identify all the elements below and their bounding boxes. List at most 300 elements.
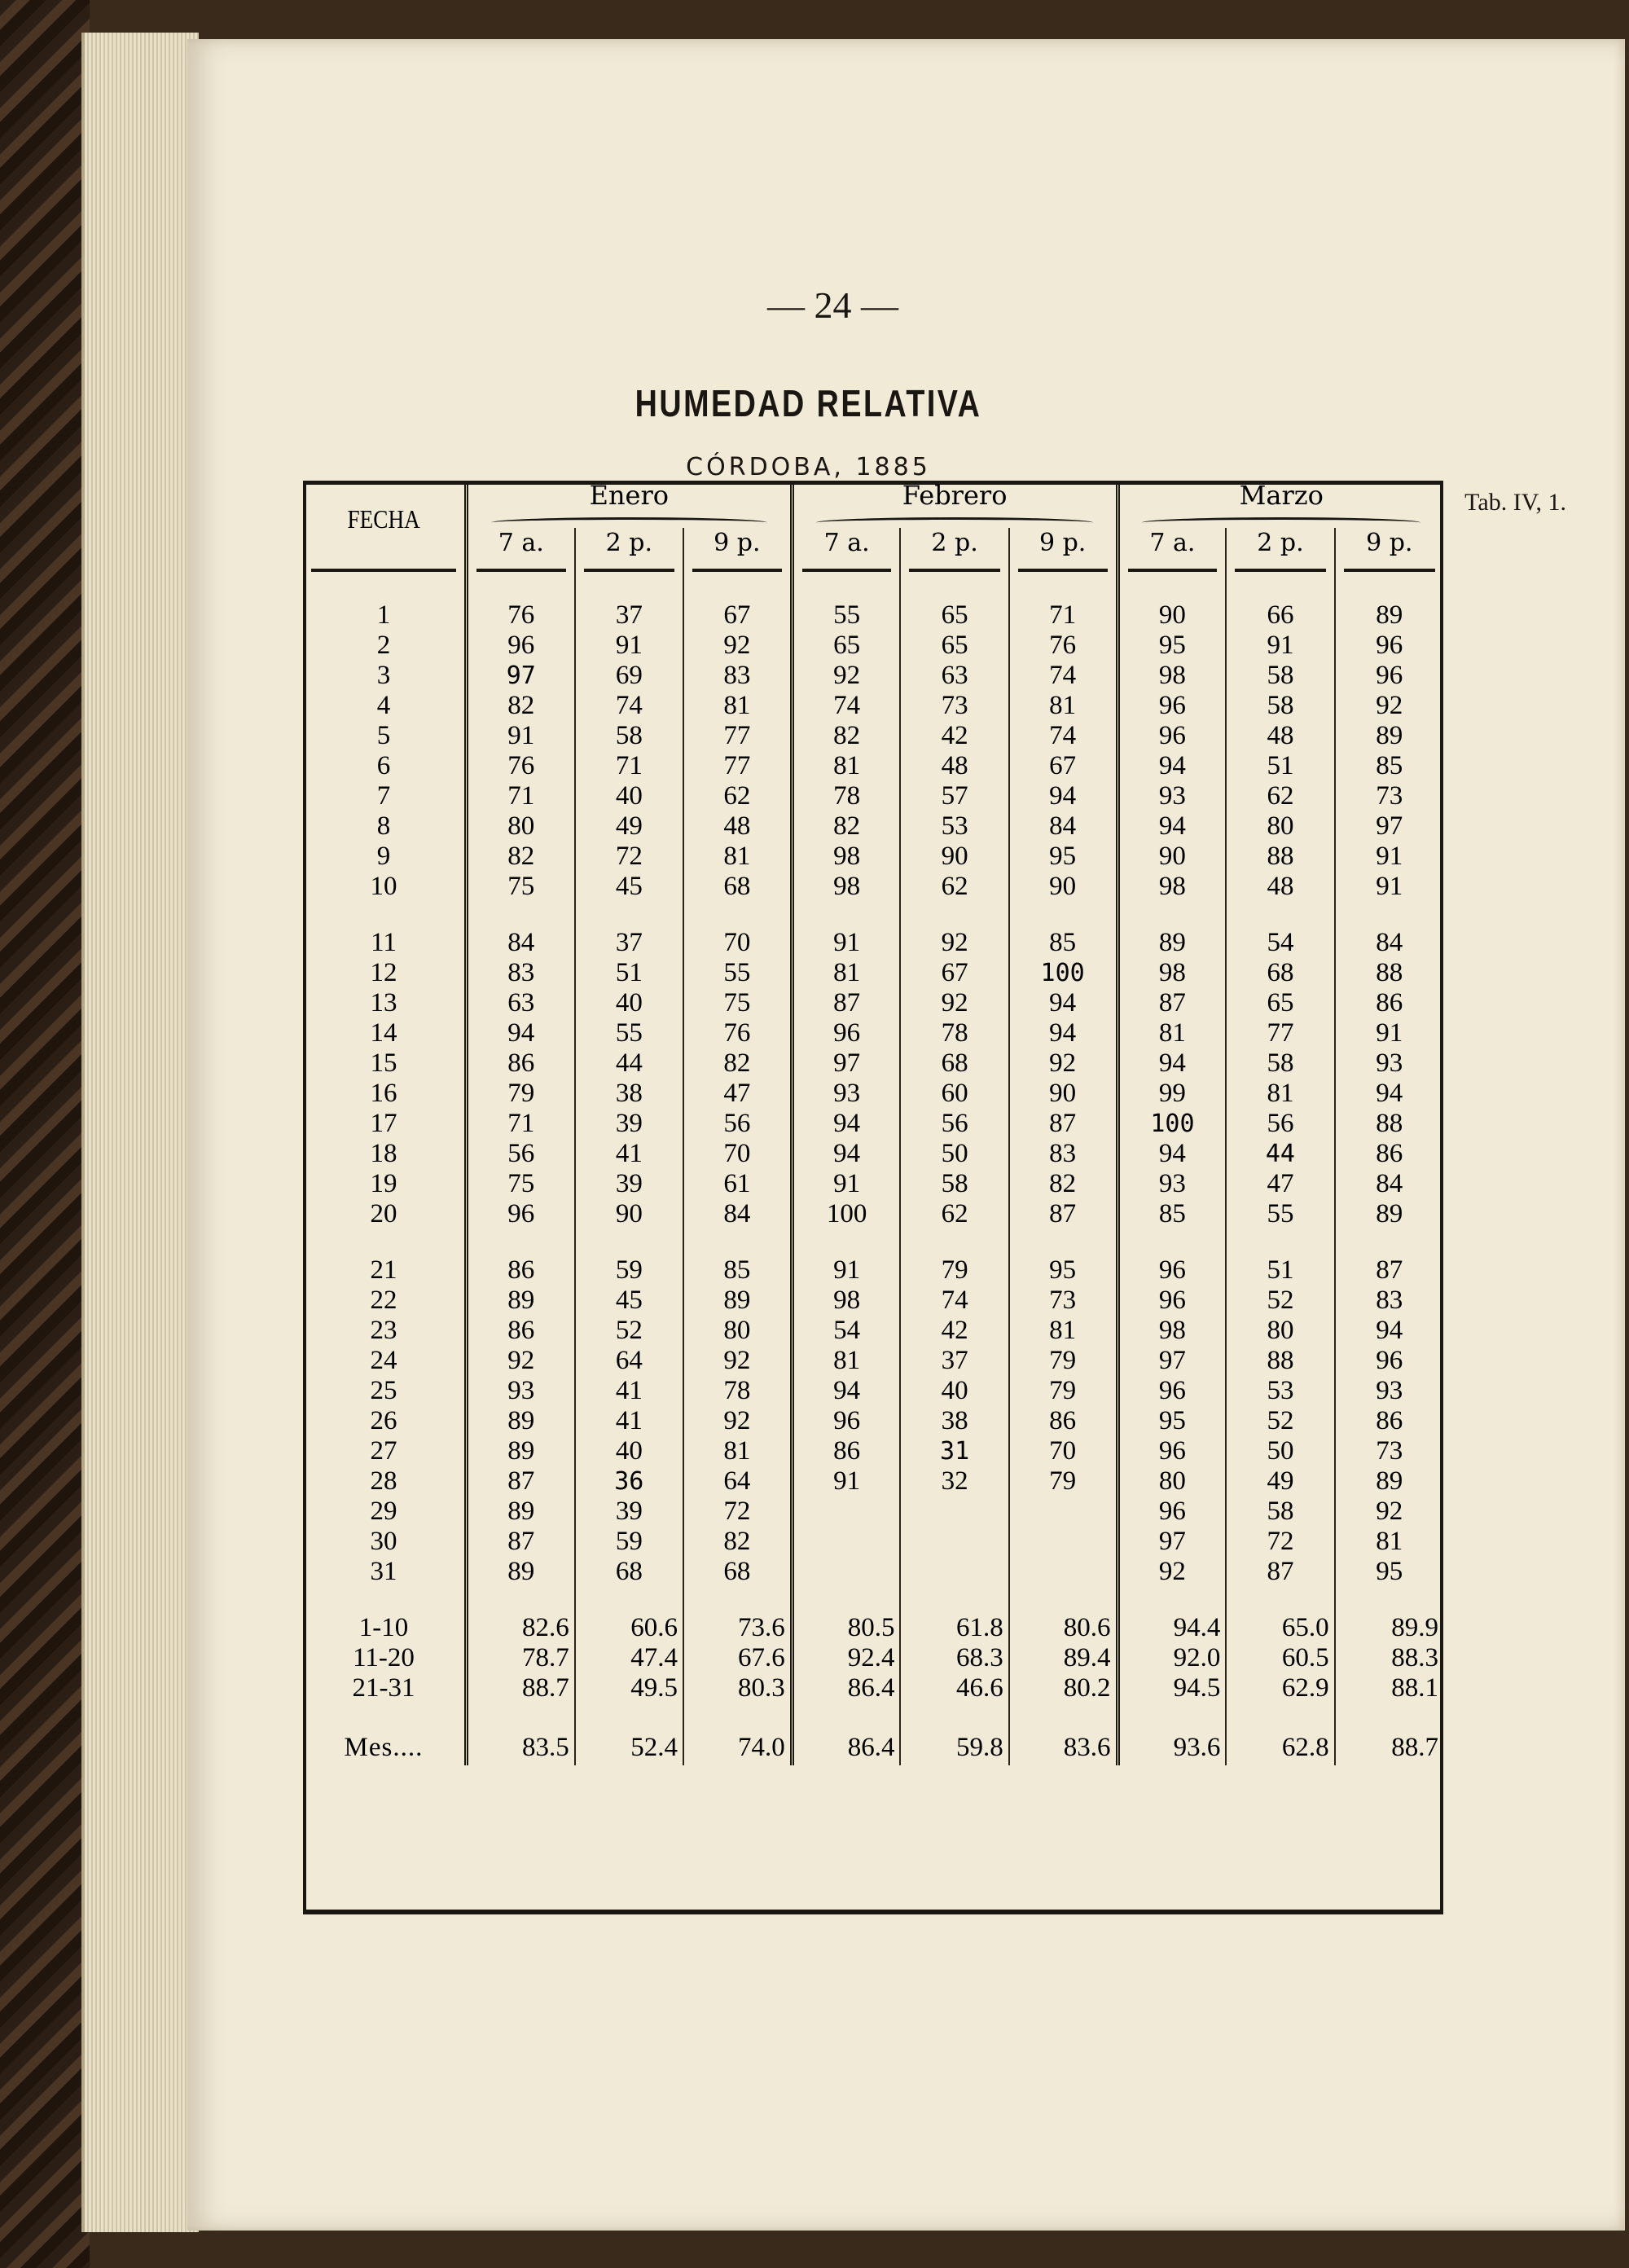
- date-cell: 11-20: [353, 1643, 415, 1672]
- value-cell: 81: [683, 842, 792, 872]
- value-cell: 89: [1335, 721, 1443, 751]
- value-cell: 86: [1335, 1406, 1443, 1436]
- value-cell: 63: [900, 661, 1008, 691]
- table-reference: Tab. IV, 1.: [1464, 489, 1566, 516]
- spacer-cell: [466, 1229, 574, 1255]
- date-cell: 22: [370, 1286, 397, 1315]
- value-cell: 95: [1009, 842, 1117, 872]
- value-cell: 76: [1009, 631, 1117, 661]
- value-cell: 38: [575, 1079, 683, 1109]
- value-cell: 94: [466, 1018, 574, 1048]
- value-cell: 92: [683, 631, 792, 661]
- spacer-cell: [1117, 1587, 1226, 1613]
- value-cell: 44: [1226, 1139, 1334, 1169]
- value-cell: 82: [466, 842, 574, 872]
- spacer-cell: [792, 558, 900, 576]
- value-cell: 87: [792, 988, 900, 1018]
- spacer-cell: [792, 576, 900, 600]
- spacer-cell: [900, 1587, 1008, 1613]
- value-cell: 93: [1117, 781, 1226, 811]
- value-cell: 96: [466, 631, 574, 661]
- value-cell: 96: [1117, 1497, 1226, 1527]
- value-cell: 73: [900, 691, 1008, 721]
- value-cell: 85: [683, 1255, 792, 1286]
- date-cell: 10: [370, 872, 397, 901]
- value-cell: [792, 1497, 900, 1527]
- value-cell: 90: [1117, 600, 1226, 631]
- value-cell: 66: [1226, 600, 1334, 631]
- value-cell: 92: [683, 1346, 792, 1376]
- table-row: [303, 842, 1443, 872]
- value-cell: 94: [792, 1139, 900, 1169]
- spacer-cell: [303, 902, 466, 928]
- value-cell: 81: [1335, 1527, 1443, 1557]
- spacer-row: [303, 576, 1443, 600]
- table-row: [303, 1169, 1443, 1199]
- value-cell: 72: [1226, 1527, 1334, 1557]
- value-cell: 83.6: [1009, 1730, 1117, 1765]
- value-cell: 96: [792, 1018, 900, 1048]
- value-cell: 94.4: [1117, 1613, 1226, 1643]
- table-row: [303, 1109, 1443, 1139]
- value-cell: 97: [466, 661, 574, 691]
- summary-row: [303, 1673, 1443, 1703]
- month-label: Enero: [589, 480, 670, 511]
- value-cell: 86: [466, 1255, 574, 1286]
- value-cell: 93: [1335, 1048, 1443, 1079]
- value-cell: 80.3: [683, 1673, 792, 1703]
- value-cell: 89: [466, 1497, 574, 1527]
- spacer-cell: [900, 576, 1008, 600]
- value-cell: [1009, 1557, 1117, 1587]
- date-cell: 2: [376, 631, 391, 660]
- value-cell: 55: [683, 958, 792, 988]
- date-cell: 6: [376, 751, 391, 780]
- value-cell: 68: [575, 1557, 683, 1587]
- value-cell: 89: [1335, 600, 1443, 631]
- spacer-cell: [466, 558, 574, 576]
- spacer-cell: [1226, 902, 1334, 928]
- value-cell: 88.1: [1335, 1673, 1443, 1703]
- value-cell: 96: [1117, 1255, 1226, 1286]
- spacer-cell: [1117, 558, 1226, 576]
- value-cell: 68: [900, 1048, 1008, 1079]
- date-cell: 28: [370, 1466, 397, 1496]
- value-cell: 83: [466, 958, 574, 988]
- table-row: [303, 751, 1443, 781]
- page-title: HUMEDAD RELATIVA: [634, 382, 982, 424]
- value-cell: 92: [466, 1346, 574, 1376]
- value-cell: 61.8: [900, 1613, 1008, 1643]
- date-cell: 21: [370, 1255, 397, 1285]
- table-row: [303, 1139, 1443, 1169]
- value-cell: 74: [900, 1286, 1008, 1316]
- value-cell: 88: [1335, 958, 1443, 988]
- value-cell: 89: [466, 1286, 574, 1316]
- date-cell: 11: [371, 928, 397, 957]
- date-cell: 24: [370, 1346, 397, 1375]
- date-cell: 1: [376, 600, 391, 630]
- value-cell: 68: [1226, 958, 1334, 988]
- month-label: Marzo: [1239, 480, 1324, 511]
- value-cell: 95: [1335, 1557, 1443, 1587]
- value-cell: 80.5: [792, 1613, 900, 1643]
- value-cell: 60: [900, 1079, 1008, 1109]
- value-cell: 49: [575, 811, 683, 842]
- date-cell: 21-31: [352, 1673, 415, 1703]
- value-cell: [792, 1527, 900, 1557]
- hour-header: 2 p.: [1226, 528, 1334, 558]
- spacer-cell: [575, 902, 683, 928]
- value-cell: [1009, 1497, 1117, 1527]
- value-cell: 86.4: [792, 1673, 900, 1703]
- value-cell: 59.8: [900, 1730, 1008, 1765]
- value-cell: 79: [1009, 1346, 1117, 1376]
- spacer-cell: [303, 1587, 466, 1613]
- table-row: [303, 1376, 1443, 1406]
- value-cell: 93: [792, 1079, 900, 1109]
- table-row: [303, 1286, 1443, 1316]
- value-cell: [900, 1497, 1008, 1527]
- value-cell: 83: [1335, 1286, 1443, 1316]
- value-cell: 41: [575, 1139, 683, 1169]
- value-cell: 60.6: [575, 1613, 683, 1643]
- table-row: [303, 661, 1443, 691]
- value-cell: 65: [900, 600, 1008, 631]
- value-cell: 52: [1226, 1286, 1334, 1316]
- value-cell: 92.0: [1117, 1643, 1226, 1673]
- value-cell: 62.8: [1226, 1730, 1334, 1765]
- value-cell: 80.2: [1009, 1673, 1117, 1703]
- value-cell: 40: [900, 1376, 1008, 1406]
- value-cell: 58: [1226, 1048, 1334, 1079]
- value-cell: 92.4: [792, 1643, 900, 1673]
- spacer-cell: [466, 1703, 574, 1730]
- value-cell: 88.7: [1335, 1730, 1443, 1765]
- value-cell: 96: [792, 1406, 900, 1436]
- value-cell: 62: [900, 1199, 1008, 1229]
- value-cell: 83: [683, 661, 792, 691]
- spacer-cell: [683, 1587, 792, 1613]
- table-row: [303, 1316, 1443, 1346]
- table-row: [303, 631, 1443, 661]
- header-rule: [1018, 569, 1108, 572]
- value-cell: 82: [683, 1048, 792, 1079]
- hour-header: 9 p.: [683, 528, 792, 558]
- value-cell: 92: [1009, 1048, 1117, 1079]
- value-cell: 31: [900, 1436, 1008, 1466]
- value-cell: 79: [900, 1255, 1008, 1286]
- summary-row: [303, 1613, 1443, 1643]
- value-cell: 96: [1117, 1436, 1226, 1466]
- value-cell: 73: [1335, 1436, 1443, 1466]
- value-cell: 36: [575, 1466, 683, 1497]
- value-cell: 58: [1226, 1497, 1334, 1527]
- value-cell: 86: [1335, 1139, 1443, 1169]
- value-cell: 94: [1117, 751, 1226, 781]
- value-cell: 45: [575, 1286, 683, 1316]
- spacer-cell: [575, 1587, 683, 1613]
- spacer-cell: [1009, 576, 1117, 600]
- spacer-cell: [575, 576, 683, 600]
- page-number: — 24 —: [767, 284, 898, 326]
- value-cell: 81: [1009, 1316, 1117, 1346]
- spacer-cell: [792, 902, 900, 928]
- value-cell: 58: [1226, 691, 1334, 721]
- value-cell: 96: [1117, 721, 1226, 751]
- value-cell: 94.5: [1117, 1673, 1226, 1703]
- value-cell: 91: [792, 1255, 900, 1286]
- value-cell: 88: [1226, 842, 1334, 872]
- spacer-cell: [1009, 558, 1117, 576]
- value-cell: 96: [1335, 631, 1443, 661]
- table-row: [303, 600, 1443, 631]
- mes-row: [303, 1730, 1443, 1765]
- value-cell: 89.4: [1009, 1643, 1117, 1673]
- value-cell: 93: [466, 1376, 574, 1406]
- value-cell: 52: [1226, 1406, 1334, 1436]
- value-cell: 82: [466, 691, 574, 721]
- value-cell: 81: [1009, 691, 1117, 721]
- table-body: [303, 558, 1443, 1765]
- table-row: [303, 1346, 1443, 1376]
- value-cell: 72: [683, 1497, 792, 1527]
- value-cell: 46.6: [900, 1673, 1008, 1703]
- page-subtitle: CÓRDOBA, 1885: [686, 453, 931, 481]
- value-cell: 69: [575, 661, 683, 691]
- table-row: [303, 1079, 1443, 1109]
- spacer-cell: [1335, 902, 1443, 928]
- value-cell: 83.5: [466, 1730, 574, 1765]
- header-rule: [584, 569, 674, 572]
- month-label: Febrero: [902, 480, 1008, 511]
- value-cell: 81: [1226, 1079, 1334, 1109]
- value-cell: 95: [1009, 1255, 1117, 1286]
- table-row: [303, 721, 1443, 751]
- value-cell: 92: [1335, 691, 1443, 721]
- value-cell: 84: [1009, 811, 1117, 842]
- value-cell: 74.0: [683, 1730, 792, 1765]
- spacer-cell: [792, 1229, 900, 1255]
- spacer-cell: [1226, 1229, 1334, 1255]
- value-cell: 64: [575, 1346, 683, 1376]
- value-cell: 62: [683, 781, 792, 811]
- header-rule: [311, 569, 456, 572]
- header-rule: [802, 569, 892, 572]
- value-cell: 74: [575, 691, 683, 721]
- book-cover: [0, 0, 90, 2268]
- spacer-cell: [1117, 1229, 1226, 1255]
- spacer-cell: [466, 576, 574, 600]
- value-cell: 62.9: [1226, 1673, 1334, 1703]
- value-cell: 86: [1009, 1406, 1117, 1436]
- value-cell: 81: [792, 958, 900, 988]
- value-cell: [900, 1527, 1008, 1557]
- value-cell: 98: [1117, 661, 1226, 691]
- spacer-cell: [303, 1703, 466, 1730]
- date-cell: 12: [370, 958, 397, 987]
- value-cell: 78: [683, 1376, 792, 1406]
- value-cell: 51: [1226, 1255, 1334, 1286]
- value-cell: 84: [683, 1199, 792, 1229]
- value-cell: 93.6: [1117, 1730, 1226, 1765]
- spacer-cell: [303, 576, 466, 600]
- brace: [816, 517, 1093, 528]
- value-cell: 37: [575, 600, 683, 631]
- value-cell: 48: [900, 751, 1008, 781]
- value-cell: 94: [1117, 811, 1226, 842]
- value-cell: 47: [683, 1079, 792, 1109]
- value-cell: 64: [683, 1466, 792, 1497]
- spacer-cell: [1335, 576, 1443, 600]
- value-cell: [792, 1557, 900, 1587]
- spacer-cell: [1226, 1587, 1334, 1613]
- value-cell: 92: [900, 988, 1008, 1018]
- value-cell: 44: [575, 1048, 683, 1079]
- value-cell: 67: [683, 600, 792, 631]
- month-header: [466, 481, 792, 528]
- table-row: [303, 1018, 1443, 1048]
- hour-header: 9 p.: [1009, 528, 1117, 558]
- hour-header: 9 p.: [1335, 528, 1443, 558]
- value-cell: 84: [1335, 1169, 1443, 1199]
- value-cell: 47: [1226, 1169, 1334, 1199]
- value-cell: 65: [1226, 988, 1334, 1018]
- value-cell: 71: [1009, 600, 1117, 631]
- value-cell: 48: [683, 811, 792, 842]
- value-cell: 91: [1335, 1018, 1443, 1048]
- date-cell: 13: [370, 988, 397, 1018]
- header-rule: [476, 569, 566, 572]
- value-cell: 98: [792, 842, 900, 872]
- date-cell: 18: [370, 1139, 397, 1168]
- value-cell: 92: [1335, 1497, 1443, 1527]
- value-cell: 49: [1226, 1466, 1334, 1497]
- value-cell: 73: [1009, 1286, 1117, 1316]
- value-cell: 80: [466, 811, 574, 842]
- spacer-cell: [1226, 1703, 1334, 1730]
- value-cell: 94: [1117, 1139, 1226, 1169]
- value-cell: 32: [900, 1466, 1008, 1497]
- value-cell: 58: [575, 721, 683, 751]
- value-cell: 91: [792, 928, 900, 958]
- spacer-cell: [1335, 1703, 1443, 1730]
- value-cell: 82: [792, 721, 900, 751]
- spacer-cell: [1009, 1229, 1117, 1255]
- date-cell: 27: [370, 1436, 397, 1466]
- hour-header: 7 a.: [466, 528, 574, 558]
- value-cell: 72: [575, 842, 683, 872]
- value-cell: 93: [1335, 1376, 1443, 1406]
- value-cell: 78: [900, 1018, 1008, 1048]
- value-cell: 42: [900, 1316, 1008, 1346]
- value-cell: 91: [1226, 631, 1334, 661]
- spacer-cell: [1117, 902, 1226, 928]
- spacer-row: [303, 1587, 1443, 1613]
- spacer-cell: [1009, 902, 1117, 928]
- value-cell: 56: [900, 1109, 1008, 1139]
- date-cell: 9: [376, 842, 391, 871]
- value-cell: 73.6: [683, 1613, 792, 1643]
- value-cell: 48: [1226, 721, 1334, 751]
- header-rule: [1344, 569, 1435, 572]
- value-cell: 81: [683, 1436, 792, 1466]
- value-cell: 77: [683, 751, 792, 781]
- value-cell: 52: [575, 1316, 683, 1346]
- value-cell: 94: [1117, 1048, 1226, 1079]
- value-cell: 55: [575, 1018, 683, 1048]
- spacer-cell: [1335, 1587, 1443, 1613]
- value-cell: 90: [900, 842, 1008, 872]
- value-cell: 70: [683, 928, 792, 958]
- value-cell: 59: [575, 1527, 683, 1557]
- brace: [491, 517, 768, 528]
- date-cell: 23: [370, 1316, 397, 1345]
- date-cell: 14: [370, 1018, 397, 1048]
- value-cell: 59: [575, 1255, 683, 1286]
- humidity-table: [303, 481, 1443, 1765]
- value-cell: 71: [466, 1109, 574, 1139]
- value-cell: 92: [792, 661, 900, 691]
- value-cell: 76: [683, 1018, 792, 1048]
- value-cell: [1009, 1527, 1117, 1557]
- value-cell: 95: [1117, 1406, 1226, 1436]
- table-row: [303, 928, 1443, 958]
- value-cell: 100: [1009, 958, 1117, 988]
- spacer-cell: [1226, 576, 1334, 600]
- spacer-cell: [683, 576, 792, 600]
- value-cell: 38: [900, 1406, 1008, 1436]
- value-cell: 79: [466, 1079, 574, 1109]
- date-cell: 4: [376, 691, 391, 720]
- value-cell: 87: [1226, 1557, 1334, 1587]
- value-cell: 51: [575, 958, 683, 988]
- value-cell: 94: [1335, 1316, 1443, 1346]
- value-cell: 84: [1335, 928, 1443, 958]
- summary-row: [303, 1643, 1443, 1673]
- date-cell: 17: [370, 1109, 397, 1138]
- value-cell: 58: [900, 1169, 1008, 1199]
- spacer-cell: [792, 1703, 900, 1730]
- value-cell: 87: [1009, 1199, 1117, 1229]
- value-cell: 52.4: [575, 1730, 683, 1765]
- value-cell: 91: [792, 1169, 900, 1199]
- value-cell: 92: [900, 928, 1008, 958]
- table-row: [303, 1527, 1443, 1557]
- value-cell: 80: [1226, 1316, 1334, 1346]
- spacer-cell: [303, 558, 466, 576]
- spacer-cell: [792, 1587, 900, 1613]
- value-cell: 85: [1335, 751, 1443, 781]
- value-cell: 96: [1117, 691, 1226, 721]
- value-cell: 73: [1335, 781, 1443, 811]
- month-header: [1117, 481, 1443, 528]
- value-cell: 40: [575, 988, 683, 1018]
- spacer-cell: [683, 1703, 792, 1730]
- value-cell: 61: [683, 1169, 792, 1199]
- value-cell: 37: [575, 928, 683, 958]
- date-cell: 29: [370, 1497, 397, 1526]
- spacer-cell: [683, 558, 792, 576]
- value-cell: 91: [466, 721, 574, 751]
- spacer-row: [303, 1703, 1443, 1730]
- value-cell: 82: [683, 1527, 792, 1557]
- value-cell: 79: [1009, 1376, 1117, 1406]
- value-cell: 39: [575, 1497, 683, 1527]
- value-cell: 76: [466, 600, 574, 631]
- hour-header: 7 a.: [792, 528, 900, 558]
- value-cell: 89.9: [1335, 1613, 1443, 1643]
